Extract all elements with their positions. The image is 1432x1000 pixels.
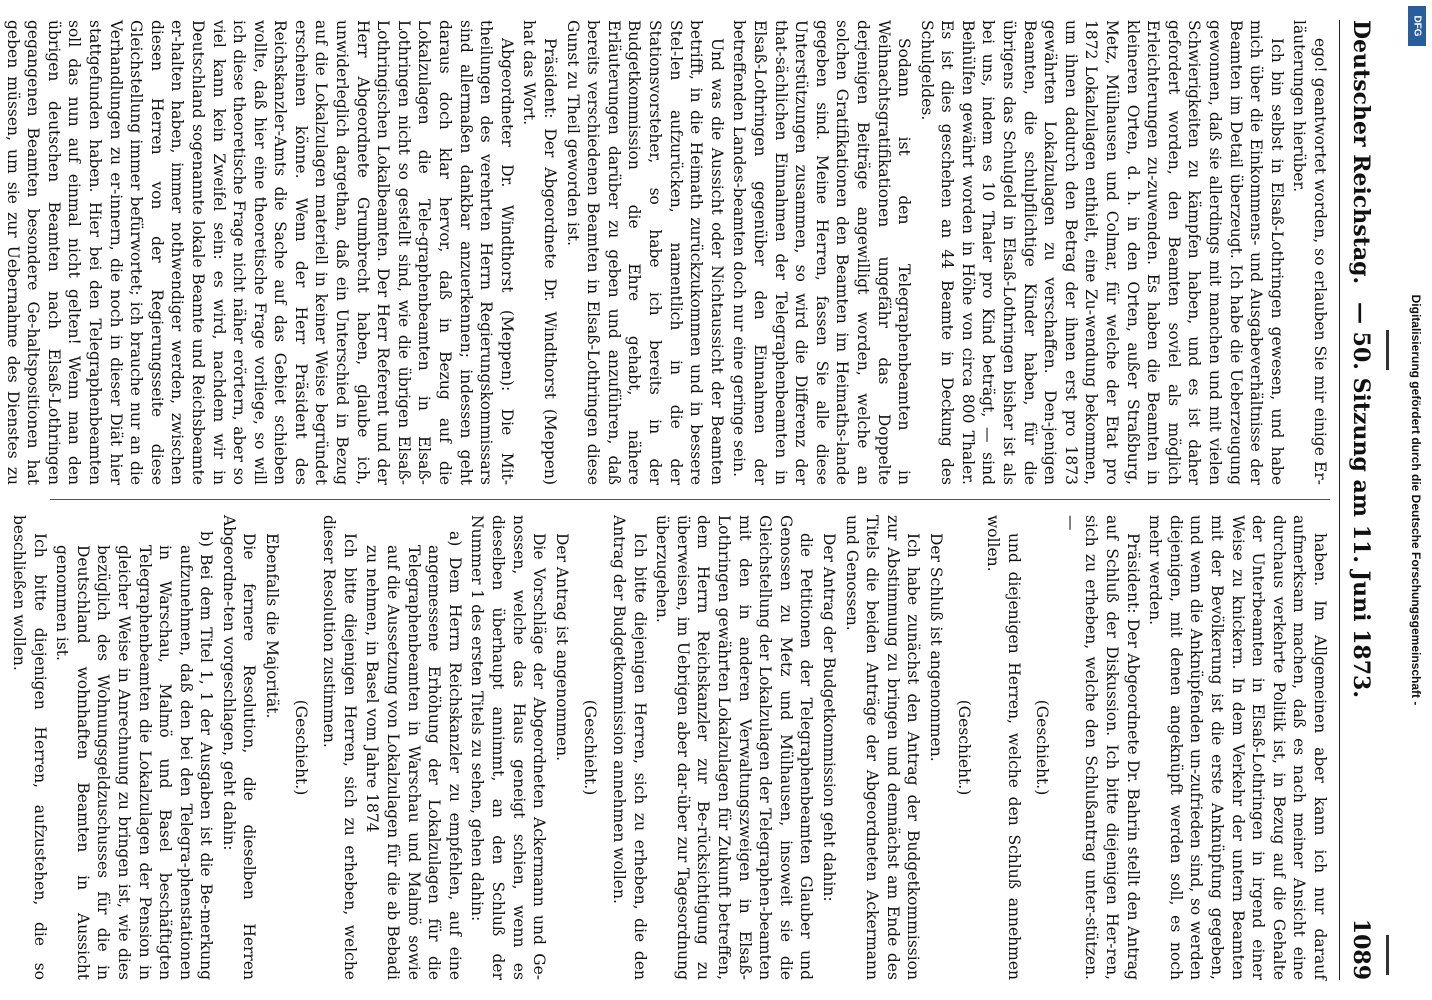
- paragraph: Ebenfalls die Majorität.: [263, 533, 282, 719]
- paragraph: Und was die Aussicht oder Nichtaussicht der Beamten betrifft, in die Heimath zurückzukommen und in bessere Stel-len aufzurücken, namentlich in die der Stationsvorsteher, so habe ich bereits in der Budgetkommission die Ehre gehabt, nähere Erläuterungen darüber zu geben und anzuführen, daß bereits verschiedenen Beamten in Elsaß-Lothringen diese Gunst zu Theil geworden ist.: [563, 20, 726, 485]
- paragraph: Der Antrag ist angenommen.: [552, 533, 571, 762]
- column-divider: [50, 499, 1330, 500]
- paragraph: (Geschieht.): [581, 699, 600, 796]
- paragraph: und diejenigen Herren, welche den Schluß annehmen wollen.: [984, 515, 1023, 980]
- funding-note: [1405, 20, 1427, 980]
- paragraph: Die Vorschläge der Abgeordneten Ackermann und Ge-nossen, welche das Haus geneigt schien, wenn es dieselben überhaupt annimmt, an den Schluß der Nummer 1 des ersten Titels zu sehen, gehen dahin:: [468, 515, 549, 980]
- paragraph: (Geschieht.): [955, 699, 974, 796]
- paragraph: Ich bitte diejenigen Herren, sich zu erheben, die den Antrag der Budgetkommission annehmen wollen.: [610, 515, 649, 980]
- paragraph: (Geschieht.): [1033, 699, 1052, 796]
- dfg-logo-text: DFG: [1411, 15, 1423, 37]
- paragraph: die Petitionen der Telegraphenbeamten Glauber und Genossen zu Metz und Mülhausen, insoweit sie die Gleichstellung der Lokalzulagen der Telegraphen-beamten mit den in anderen Verwaltungszweigen in Elsaß-Lothringen gewährten Lokalzulagen für Zukunft betreffen, dem Herrn Reichskanzler zur Be-rücksichtigung zu überweisen, im Uebrigen aber dar-über zur Tagesordnung überzugehen.: [653, 515, 816, 980]
- paragraph: Präsident: Der Abgeordnete Dr. Windthorst (Meppen) hat das Wort.: [520, 20, 560, 485]
- paragraph: Ich bin selbst in Elsaß-Lothringen gewesen, und habe mich über die Einkommens- und Ausgabeverhältnisse der Beamten im Detail überzeugt. Ich habe die Ueberzeugung gewonnen, daß sie allerdings mit manchen und mit vielen Schwierigkeiten zu kämpfen haben, und es ist daher gefordert worden, den Beamten soviel als möglich Erleichterungen zu-zuwenden. Es haben die Beamten in kleineren Orten, d. h. in den Orten, außer Straßburg, Metz, Mülhausen und Colmar, für welche der Etat pro 1872 Lokalzulagen enthielt, eine Zu-wendung bekommen, um ihnen dadurch den Betrag der ihnen erst pro 1873 gewährten Lokalzulagen zu verschaffen. Den-jenigen Beamten, die schulpflichtige Kinder haben, für die übrigens das Schulgeld in Elsaß-Lothringen bisher ist als bei uns, indem es 10 Thaler pro Kind beträgt, — sind Beihülfen gewährt worden in Höhe von circa 800 Thaler. Es ist dies geschehen an 44 Beamte in Deckung des Schulgeldes.: [917, 20, 1286, 485]
- paragraph: Der Schluß ist angenommen.: [926, 533, 945, 762]
- paragraph: Ich bitte diejenigen Herren, aufzustehen, die so beschließen wollen.: [9, 515, 49, 980]
- rotated-document: [3, 20, 1380, 980]
- paragraph: Sodann ist den Telegraphenbeamten in Weihnachtsgratifikationen ungefähr das Doppelte derjenigen Beiträge angewilligt worden, welche an solchen Gratifikationen den Beamten im Heimaths-lande gegeben sind. Meine Herren, fassen Sie alle diese Unterstützungen zusammen, so wird die Differenz der that-sächlichen Einnahmen der Telegraphenbeamten in Elsaß-Lothringen gegenüber den Einnahmen der betreffenden Landes-beamten doch nur eine geringe sein.: [730, 20, 914, 485]
- funding-note-text: Digitalisierung gefördert durch die Deutsche Forschungsgemeinschaft -: [1409, 294, 1423, 706]
- right-column: [9, 515, 1330, 980]
- paragraph: Abgeordneter Dr. Windthorst (Meppen): Die Mit-theilungen des verehrten Herrn Regierungskommissars sind allermaßen dankbar anzuerkennen; indessen geht daraus doch klar hervor, daß in Bezug auf die Lokalzulagen die Tele-graphenbeamten in Elsaß-Lothringen nicht so gestellt sind, wie die übrigen Elsaß-Lothringischen Lokalbeamten. Der Herr Referent und der Herr Abgeordnete Grumbrecht haben, glaube ich, unwiderleglich dargethan, daß ein Unterschied in Bezug auf die Lokalzulagen materiell in keiner Weise begründet erscheinen könne. Wenn der Herr Präsident des Reichskanzler-Amts die Sache auf das Gebiet schieben wollte, daß hier eine theoretische Frage vorliege, so will ich diese theoretische Frage nicht näher erörtern, aber so viel kann kein Zweifel sein: es wird, nachdem wir in Deutschland sogenannte lokale Beamte und Reichsbeamte er-halten haben, immer nothwendiger werden, zwischen diesen Herren von der Regierungsseite diese Gleichstellung immer befürwortet; ich brauche nur an die Verhandlungen zu er-innern, die noch in dieser Diät hier stattgefunden haben. Hier bei den Telegraphenbeamten soll das nun auf einmal nicht gelten! Wenn man den übrigen deutschen Beamten nach Elsaß-Lothringen gegangenen Beamten besondere Ge-haltspositionen hat geben müssen, um sie zur Uebernahme des Dienstes zu: [3, 20, 516, 485]
- paragraph: Ich habe zunächst den Antrag der Budgetkommission zur Abstimmung zu bringen und demnächst am Ende des Titels die beiden Anträge der Abgeordneten Ackermann und Genossen.: [842, 515, 923, 980]
- header-left: Deutscher Reichstag.: [1348, 20, 1374, 285]
- paragraph: Der Antrag der Budgetkommission geht dahin:: [819, 533, 838, 902]
- paragraph: (Geschieht.): [291, 699, 310, 796]
- paragraph: haben. Im Allgemeinen aber kann ich nur darauf aufmerksam machen, daß es nach meiner Ansicht eine durchaus verkehrte Politik ist, in Bezug auf die Gehalte der Unterbeamten in Elsaß-Lothringen in irgend einer Weise zu knickern. In dem Verkehr der untern Beamten mit der Bevölkerung ist die erste Anknüpfung gegeben, und wenn die Anknüpfenden un-zufrieden sind, so werden diejenigen, mit denen angeknüpft werden soll, es noch mehr werden.: [1146, 515, 1329, 980]
- header-session: — 50. Sitzung am 11. Juni 1873.: [1348, 302, 1374, 698]
- page-header: [1339, 20, 1380, 980]
- paragraph: Ich bitte diejenigen Herren, sich zu erheben, welche dieser Resolution zustimmen.: [320, 515, 359, 980]
- scan-mark: [1386, 935, 1389, 975]
- left-column: [3, 20, 1330, 485]
- paragraph: Die fernere Resolution, die dieselben Herren Abgeordne-ten vorgeschlagen, geht dahin:: [219, 515, 259, 980]
- paragraph: b) Bei dem Titel 1, 1 der Ausgaben ist die Be-merkung aufzunehmen, daß den bei den Telegra-phenstationen in Warschau, Malmö und Basel beschäftigten Telegraphenbeamten die Lokalzulagen der Pension in gleicher Weise in Anrechnung zu bringen ist, wie dies bezüglich des Wohnungsgeldzuschusses für die in Deutschland wohnhaften Beamten in Aussicht genommen ist.: [53, 531, 216, 980]
- page-number: 1089: [1348, 918, 1374, 980]
- text-columns: [3, 20, 1330, 980]
- paragraph: Präsident: Der Abgeordnete Dr. Bahrin stellt den Antrag auf Schluß der Diskussion. Ich bitte diejenigen Her-ren, sich zu erheben, welche den Schlußantrag unter-stützen. —: [1061, 515, 1142, 980]
- paragraph: a) Dem Herrn Reichskanzler zu empfehlen, auf eine angemessene Erhöhung der Lokalzulagen für die Telegraphenbeamten in Warschau und Malmö sowie auf die Aussetzung von Lokalzulagen für die ab Bebadi zu nehmen, in Basel vom Jahre 1874: [363, 531, 464, 980]
- paragraph: ego! geantwortet worden, so erlauben Sie mir einige Er-läuterungen hierüber.: [1290, 20, 1329, 485]
- scan-mark: [1386, 330, 1389, 370]
